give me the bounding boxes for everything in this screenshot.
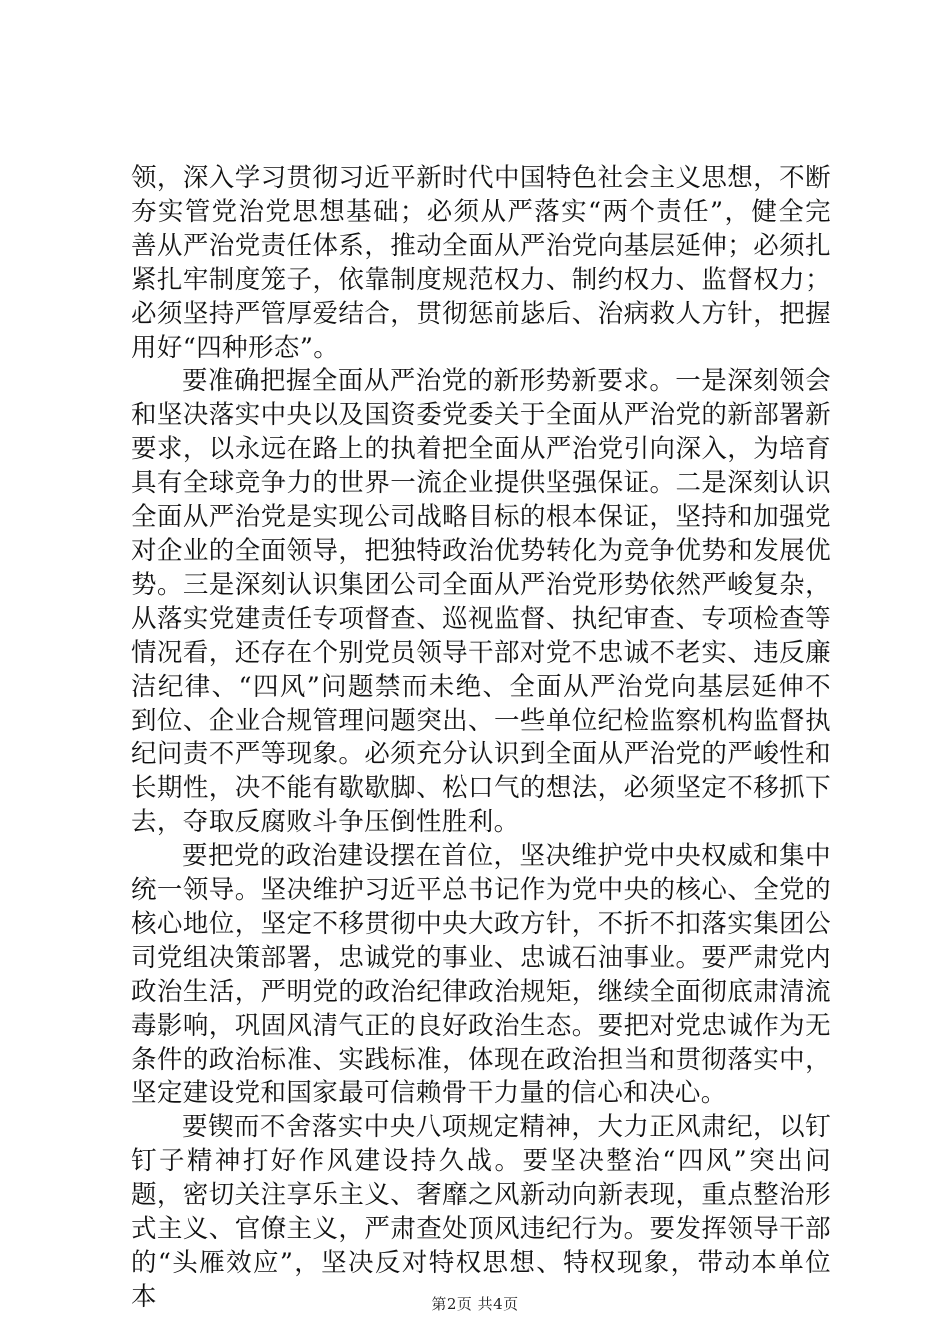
paragraph-eight-regulations: 要锲而不舍落实中央八项规定精神，大力正风肃纪，以钉钉子精神打好作风建设持久战。要坚决整治“四风”突出问题，密切关注享乐主义、奢靡之风新动向新表现，重点整治形式主义、官僚主义，严肃查处顶风违纪行为。要发挥领导干部的“头雁效应”，坚决反对特权思想、特权现象，带动本单位本 [131, 1112, 831, 1312]
page-footer: 第2页 共4页 [431, 1295, 519, 1313]
paragraph-political-construction: 要把党的政治建设摆在首位，坚决维护党中央权威和集中统一领导。坚决维护习近平总书记作为党中央的核心、全党的核心地位，坚定不移贯彻中央大政方针，不折不扣落实集团公司党组决策部署，忠诚党的事业、忠诚石油事业。要严肃党内政治生活，严明党的政治纪律政治规矩，继续全面彻底肃清流毒影响，巩固风清气正的良好政治生态。要把对党忠诚作为无条件的政治标准、实践标准，体现在政治担当和贯彻落实中，坚定建设党和国家最可信赖骨干力量的信心和决心。 [131, 841, 831, 1109]
paragraph-continued: 领，深入学习贯彻习近平新时代中国特色社会主义思想，不断夯实管党治党思想基础；必须从严落实“两个责任”，健全完善从严治党责任体系，推动全面从严治党向基层延伸；必须扎紧扎牢制度笼子，依靠制度规范权力、制约权力、监督权力；必须坚持严管厚爱结合，贯彻惩前毖后、治病救人方针，把握用好“四种形态”。 [131, 163, 831, 363]
paragraph-situation-requirements: 要准确把握全面从严治党的新形势新要求。一是深刻领会和坚决落实中央以及国资委党委关于全面从严治党的新部署新要求，以永远在路上的执着把全面从严治党引向深入，为培育具有全球竞争力的世界一流企业提供坚强保证。二是深刻认识全面从严治党是实现公司战略目标的根本保证，坚持和加强党对企业的全面领导，把独特政治优势转化为竞争优势和发展优势。三是深刻认识集团公司全面从严治党形势依然严峻复杂，从落实党建责任专项督查、巡视监督、执纪审查、专项检查等情况看，还存在个别党员领导干部对党不忠诚不老实、违反廉洁纪律、“四风”问题禁而未绝、全面从严治党向基层延伸不到位、企业合规管理问题突出、一些单位纪检监察机构监督执纪问责不严等现象。必须充分认识到全面从严治党的严峻性和长期性，决不能有歇歇脚、松口气的想法，必须坚定不移抓下去，夺取反腐败斗争压倒性胜利。 [131, 366, 831, 838]
document-body [131, 162, 831, 1315]
